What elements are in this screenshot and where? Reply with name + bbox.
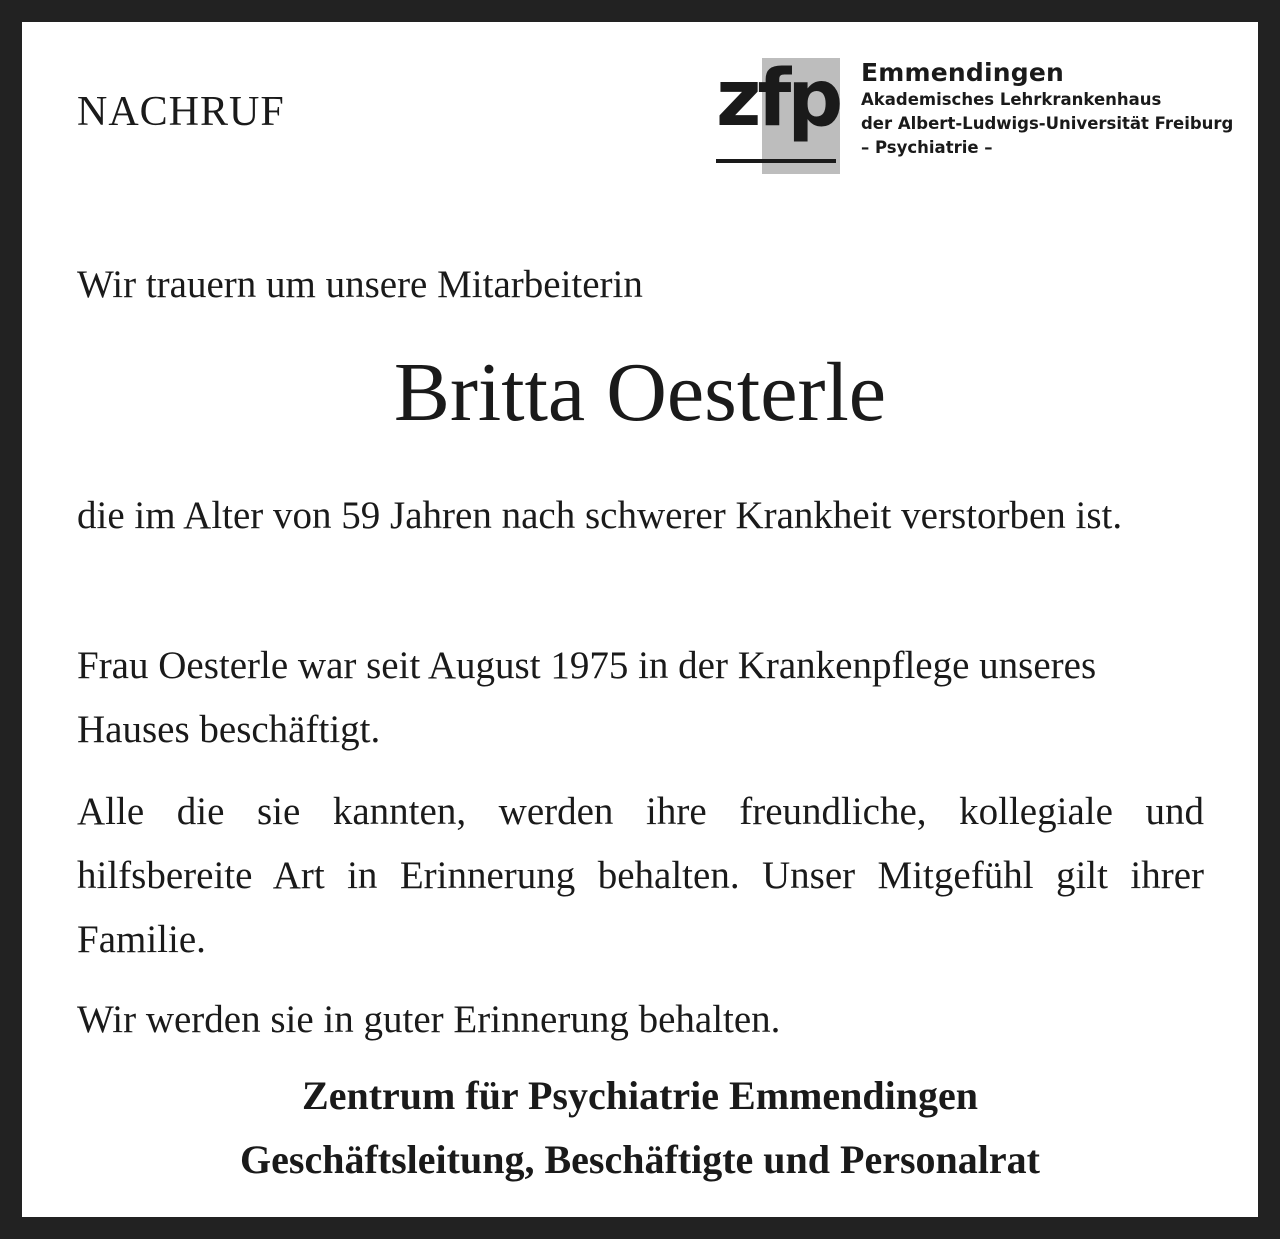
notice-type-label: NACHRUF bbox=[77, 89, 285, 135]
logo-text bbox=[861, 58, 1233, 160]
logo-line-2: der Albert-Ludwigs-Universität Freiburg bbox=[861, 114, 1234, 133]
signature-institution: Zentrum für Psychiatrie Emmendingen bbox=[302, 1073, 978, 1118]
paragraph-1: die im Alter von 59 Jahren nach schwerer Krankheit verstorben ist. bbox=[77, 494, 1123, 537]
logo-line-1: Akademisches Lehrkrankenhaus bbox=[861, 90, 1162, 109]
logo-city: Emmendingen bbox=[861, 58, 1065, 87]
intro-text: Wir trauern um unsere Mitarbeiterin bbox=[77, 263, 643, 306]
paragraph-2: Frau Oesterle war seit August 1975 in der Krankenpflege unseres Hauses beschäftigt. bbox=[77, 644, 1097, 751]
logo-line-3: – Psychiatrie – bbox=[861, 138, 993, 157]
paragraph-3: Alle die sie kannten, werden ihre freundliche, kollegiale und hilfsbereite Art in Erinnerung behalten. Unser Mitgefühl gilt ihrer Familie. bbox=[77, 790, 1204, 961]
logo-wordmark: zfp bbox=[716, 54, 840, 144]
obituary-card bbox=[22, 22, 1258, 1217]
logo-underline bbox=[716, 159, 836, 163]
zfp-logo bbox=[716, 54, 1234, 198]
deceased-name: Britta Oesterle bbox=[393, 346, 887, 439]
zfp-logo-mark bbox=[716, 54, 842, 174]
paragraph-4: Wir werden sie in guter Erinnerung behalten. bbox=[77, 998, 781, 1041]
signature-signatories: Geschäftsleitung, Beschäftigte und Personalrat bbox=[240, 1137, 1040, 1182]
